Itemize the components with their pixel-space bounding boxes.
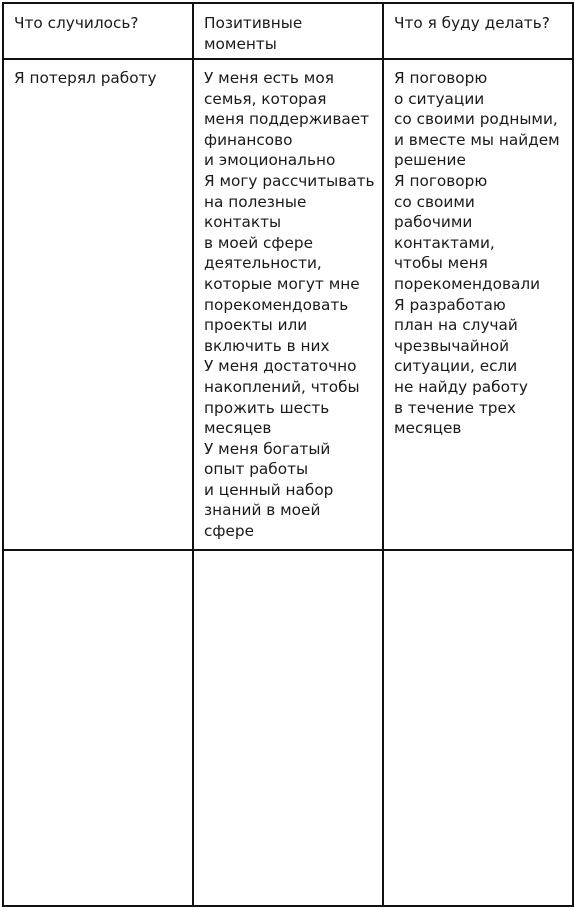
table-row-empty [3,550,573,906]
header-what-i-will-do: Что я буду делать? [394,14,550,32]
cell-what-happened [3,59,193,550]
cell-plan [383,59,573,550]
header-what-happened: Что случилось? [14,14,139,32]
empty-cell-plan [383,550,573,906]
empty-plan-text [384,551,572,559]
empty-positive-text [194,551,382,559]
empty-cell-positive [193,550,383,906]
table-header-row [3,3,573,59]
header-cell-plan [383,3,573,59]
positive-moments-text: У меня есть моя семья, которая меня поддерживает финансово и эмоционально Я могу рассчитывать на полезные контакты в моей сфере деятельности, которые могут мне порекомендовать проекты или включить в них У меня достаточно накоплений, чтобы прожить шесть месяцев У меня богатый опыт работы и ценный набор знаний в моей сфере [204,69,375,541]
header-positive-moments: Позитивные моменты [204,14,303,53]
plan-text: Я поговорю о ситуации со своими родными, и вместе мы найдем решение Я поговорю со своими рабочими контактами, чтобы меня порекомендовали Я разработаю план на случай чрезвычайной ситуации, если не найду работу в течение трех месяцев [394,69,560,438]
table-row [3,59,573,550]
empty-cell-what-happened [3,550,193,906]
header-cell-what-happened [3,3,193,59]
reflection-table [2,2,574,907]
cell-positive [193,59,383,550]
header-cell-positive [193,3,383,59]
empty-what-happened-text [4,551,192,559]
what-happened-text: Я потерял работу [14,69,157,87]
